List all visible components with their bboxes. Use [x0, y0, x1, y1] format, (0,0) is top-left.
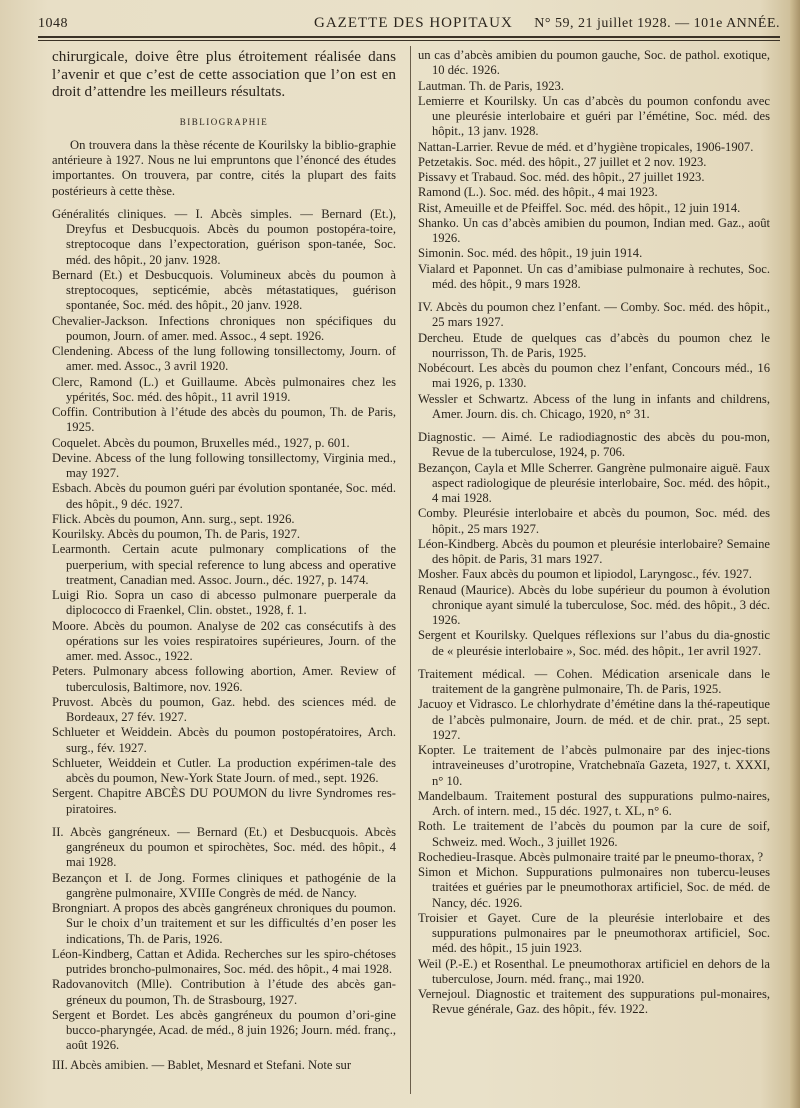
- bibliography-entry: Radovanovitch (Mlle). Contribution à l’étude des abcès gan-gréneux du poumon, Th. de Strasbourg, 1927.: [52, 977, 396, 1007]
- bibliography-entry: Sergent et Bordet. Les abcès gangréneux du poumon d’ori-gine bucco-pharyngée, Acad. de méd., 8 juin 1926; Journ. méd. franç., août 1926.: [52, 1007, 396, 1053]
- bibliography-entry: Traitement médical. — Cohen. Médication arsenicale dans le traitement de la gangrène pulmonaire, Th. de Paris, 1925.: [418, 666, 770, 696]
- bibliography-entry: Renaud (Maurice). Abcès du lobe supérieur du poumon à évolution chronique ayant simulé la tuberculose, Soc. méd. des hôpit., 3 déc. 1926.: [418, 582, 770, 627]
- bibliography-entry: Coquelet. Abcès du poumon, Bruxelles méd., 1927, p. 601.: [52, 435, 350, 450]
- bibliography-entry: Vernejoul. Diagnostic et traitement des suppurations pul-monaires, Revue générale, Gaz. des hôpit., fév. 1922.: [418, 987, 770, 1017]
- right-column: [418, 48, 770, 1018]
- bibliography-entry: III. Abcès amibien. — Bablet, Mesnard et Stefani. Note sur: [52, 1057, 352, 1072]
- bibliography-entry: Shanko. Un cas d’abcès amibien du poumon, Indian med. Gaz., août 1926.: [418, 215, 770, 245]
- bibliography-entry: Sergent. Chapitre ABCÈS DU POUMON du livre Syndromes res-piratoires.: [52, 786, 396, 816]
- bibliography-entry: Rist, Ameuille et de Pfeiffel. Soc. méd. des hôpit., 12 juin 1914.: [418, 200, 741, 215]
- bibliography-entry: Sergent et Kourilsky. Quelques réflexions sur l’abus du dia-gnostic de « pleurésie interlobaire », Soc. méd. des hôpit., 1er avril 1927.: [418, 628, 770, 658]
- left-column: [52, 48, 396, 1073]
- bibliography-entry: Simonin. Soc. méd. des hôpit., 19 juin 1914.: [418, 246, 643, 261]
- bibliography-entry: Jacuoy et Vidrasco. Le chlorhydrate d’émétine dans la thé-rapeutique de l’abcès pulmonaire, Journ. de méd. et de chir. prat., 25 sept. 1927.: [418, 697, 770, 742]
- bibliography-entry: Pruvost. Abcès du poumon, Gaz. hebd. des sciences méd. de Bordeaux, 27 fév. 1927.: [52, 694, 396, 724]
- bibliography-entry: Clerc, Ramond (L.) et Guillaume. Abcès pulmonaires chez les ypérités, Soc. méd. des hôpit., 11 avril 1919.: [52, 374, 396, 404]
- bibliography-entry: Esbach. Abcès du poumon guéri par évolution spontanée, Soc. méd. des hôpit., 9 déc. 1927.: [52, 481, 396, 511]
- bibliography-entry: Kopter. Le traitement de l’abcès pulmonaire par des injec-tions intraveineuses d’urotropine, Vratchebnaïa Gazeta, 1927, t. XXXI, n° 10.: [418, 743, 770, 788]
- bibliography-entry: Bezançon, Cayla et Mlle Scherrer. Gangrène pulmonaire aiguë. Faux aspect radiologique de pleurésie interlobaire, Soc. méd. des hôpit., 4 mai 1928.: [418, 460, 770, 505]
- page-edge-shadow: [790, 0, 800, 1108]
- bibliography-entry: IV. Abcès du poumon chez l’enfant. — Comby. Soc. méd. des hôpit., 25 mars 1927.: [418, 300, 770, 330]
- bibliography-entry: Simon et Michon. Suppurations pulmonaires non tubercu-leuses traitées et guéries par le pneumothorax artificiel, Soc. de méd. de Nancy, déc. 1926.: [418, 865, 770, 910]
- bibliography-entry: Lautman. Th. de Paris, 1923.: [418, 78, 564, 93]
- body-paragraph: On trouvera dans la thèse récente de Kourilsky la biblio-graphie antérieure à 1927. Nous ne lui empruntons que l’énoncé des études importantes. On trouvera, par contre, cités la plupart des faits postérieurs à cette thèse.: [52, 137, 396, 198]
- bibliography-entry: Comby. Pleurésie interlobaire et abcès du poumon, Soc. méd. des hôpit., 25 mars 1927.: [418, 506, 770, 536]
- bibliography-entry: Moore. Abcès du poumon. Analyse de 202 cas consécutifs à des opérations sur les voies respiratoires supérieures, Journ. of the amer. med. Assoc., 1922.: [52, 618, 396, 663]
- bibliography-entry: Bezançon et I. de Jong. Formes cliniques et pathogénie de la gangrène pulmonaire, XVIIIe Congrès de méd. de Nancy.: [52, 870, 396, 900]
- bibliography-entry: Roth. Le traitement de l’abcès du poumon par la cure de soif, Schweiz. med. Woch., 3 juillet 1926.: [418, 819, 770, 849]
- header-rule-thin: [38, 40, 780, 41]
- bibliography-entry: Wessler et Schwartz. Abcess of the lung in infants and childrens, Amer. Journ. dis. ch. Chicago, 1920, n° 31.: [418, 391, 770, 421]
- bibliography-entry: Nattan-Larrier. Revue de méd. et d’hygiène tropicales, 1906-1907.: [418, 139, 754, 154]
- bibliography-entry: Schlueter et Weiddein. Abcès du poumon postopératoires, Arch. surg., fév. 1927.: [52, 725, 396, 755]
- bibliography-entry: Mosher. Faux abcès du poumon et lipiodol, Laryngosc., fév. 1927.: [418, 567, 752, 582]
- bibliography-entry: Mandelbaum. Traitement postural des suppurations pulmo-naires, Arch. of intern. med., 15 déc. 1927, t. XL, n° 6.: [418, 788, 770, 818]
- bibliography-entry: Dercheu. Etude de quelques cas d’abcès du poumon chez le nourrisson, Th. de Paris, 1925.: [418, 330, 770, 360]
- bibliography-entry: un cas d’abcès amibien du poumon gauche, Soc. de pathol. exotique, 10 déc. 1926.: [418, 48, 770, 78]
- bibliography-entry: Learmonth. Certain acute pulmonary complications of the puerperium, with special reference to lung abcess and operative treatment, Canadian med. Assoc. Journ., déc. 1927, p. 1474.: [52, 542, 396, 587]
- intro-paragraph: chirurgicale, doive être plus étroitement réalisée dans l’avenir et que c’est de cette association que l’on est en droit d’attendre les meilleurs résultats.: [52, 48, 396, 100]
- bibliography-entry: Troisier et Gayet. Cure de la pleurésie interlobaire et des suppurations pulmonaires par le pneumothorax artificiel, Soc. méd. des hôpit., 15 juin 1923.: [418, 910, 770, 956]
- header-rule-thick: [38, 36, 780, 38]
- bibliography-entry: Weil (P.-E.) et Rosenthal. Le pneumothorax artificiel en dehors de la tuberculose, Journ. méd. franç., mai 1920.: [418, 956, 770, 986]
- bibliography-entry: Généralités cliniques. — I. Abcès simples. — Bernard (Et.), Dreyfus et Desbucquois. Abcès du poumon postopéra-toire, streptocoque dans l’expectoration, guérison spon-tanée, Soc. méd. des hôpit., 20 janv. 1928.: [52, 206, 396, 267]
- bibliography-entry: Diagnostic. — Aimé. Le radiodiagnostic des abcès du pou-mon, Revue de la tuberculose, 1924, p. 706.: [418, 430, 770, 460]
- bibliography-entry: Luigi Rio. Sopra un caso di abcesso pulmonare puerperale da diplococco di Fraenkel, Clin. obstet., 1928, f. 1.: [52, 588, 396, 618]
- bibliography-entry: Léon-Kindberg. Abcès du poumon et pleurésie interlobaire? Semaine des hôpit. de Paris, 31 mars 1927.: [418, 536, 770, 566]
- bibliography-entry: Ramond (L.). Soc. méd. des hôpit., 4 mai 1923.: [418, 185, 658, 200]
- bibliography-entry: Léon-Kindberg, Cattan et Adida. Recherches sur les spiro-chétoses putrides broncho-pulmonaires, Soc. méd. des hôpit., 4 mai 1928.: [52, 946, 396, 976]
- bibliography-entry: Rochedieu-Irasque. Abcès pulmonaire traité par le pneumo-thorax, ?: [418, 849, 764, 864]
- page-number: 1048: [38, 16, 68, 31]
- bibliography-entry: Peters. Pulmonary abcess following abortion, Amer. Review of tuberculosis, Baltimore, nov. 1926.: [52, 664, 396, 694]
- bibliography-entry: Vialard et Paponnet. Un cas d’amibiase pulmonaire à rechutes, Soc. méd. des hôpit., 9 mars 1928.: [418, 261, 770, 291]
- bibliography-entry: Flick. Abcès du poumon, Ann. surg., sept. 1926.: [52, 511, 295, 526]
- column-divider: [410, 46, 411, 1094]
- bibliography-entry: Pissavy et Trabaud. Soc. méd. des hôpit., 27 juillet 1923.: [418, 170, 705, 184]
- bibliography-entry: Nobécourt. Les abcès du poumon chez l’enfant, Concours méd., 16 mai 1926, p. 1330.: [418, 361, 770, 391]
- bibliography-entry: Bernard (Et.) et Desbucquois. Volumineux abcès du poumon à streptocoques, septicémie, abcès métastatiques, guérison spontanée, Soc. méd. des hôpit., 20 janv. 1928.: [52, 267, 396, 313]
- page-header: [38, 14, 780, 36]
- bibliography-entry: Chevalier-Jackson. Infections chroniques non spécifiques du poumon, Journ. of amer. med. Assoc., 4 sept. 1926.: [52, 313, 396, 343]
- bibliography-entry: Schlueter, Weiddein et Cutler. La production expérimen-tale des abcès du poumon, New-York State Journ. of med., sept. 1926.: [52, 755, 396, 785]
- section-heading: BIBLIOGRAPHIE: [179, 116, 269, 127]
- bibliography-entry: Coffin. Contribution à l’étude des abcès du poumon, Th. de Paris, 1925.: [52, 405, 396, 435]
- bibliography-entry: Brongniart. A propos des abcès gangréneux chroniques du poumon. Sur le choix d’un traitement et sur les difficultés d’en poser les indications, Th. de Paris, 1926.: [52, 901, 396, 946]
- bibliography-entry: Lemierre et Kourilsky. Un cas d’abcès du poumon confondu avec une pleurésie interlobaire et guéri par l’émétine, Soc. méd. des hôpit., 13 janv. 1928.: [418, 93, 770, 139]
- issue-info: N° 59, 21 juillet 1928. — 101e ANNÉE.: [534, 16, 780, 31]
- bibliography-entry: Petzetakis. Soc. méd. des hôpit., 27 juillet et 2 nov. 1923.: [418, 154, 707, 169]
- bibliography-entry: Kourilsky. Abcès du poumon, Th. de Paris, 1927.: [52, 527, 301, 541]
- bibliography-entry: Clendening. Abcess of the lung following tonsillectomy, Journ. of amer. med. Assoc., 3 avril 1920.: [52, 344, 396, 374]
- bibliography-entry: Devine. Abcess of the lung following tonsillectomy, Virginia med., may 1927.: [52, 450, 396, 480]
- bibliography-entry: II. Abcès gangréneux. — Bernard (Et.) et Desbucquois. Abcès gangréneux du poumon et spirochètes, Soc. méd. des hôpit., 4 mai 1928.: [52, 824, 396, 870]
- journal-title: GAZETTE DES HOPITAUX: [314, 15, 513, 31]
